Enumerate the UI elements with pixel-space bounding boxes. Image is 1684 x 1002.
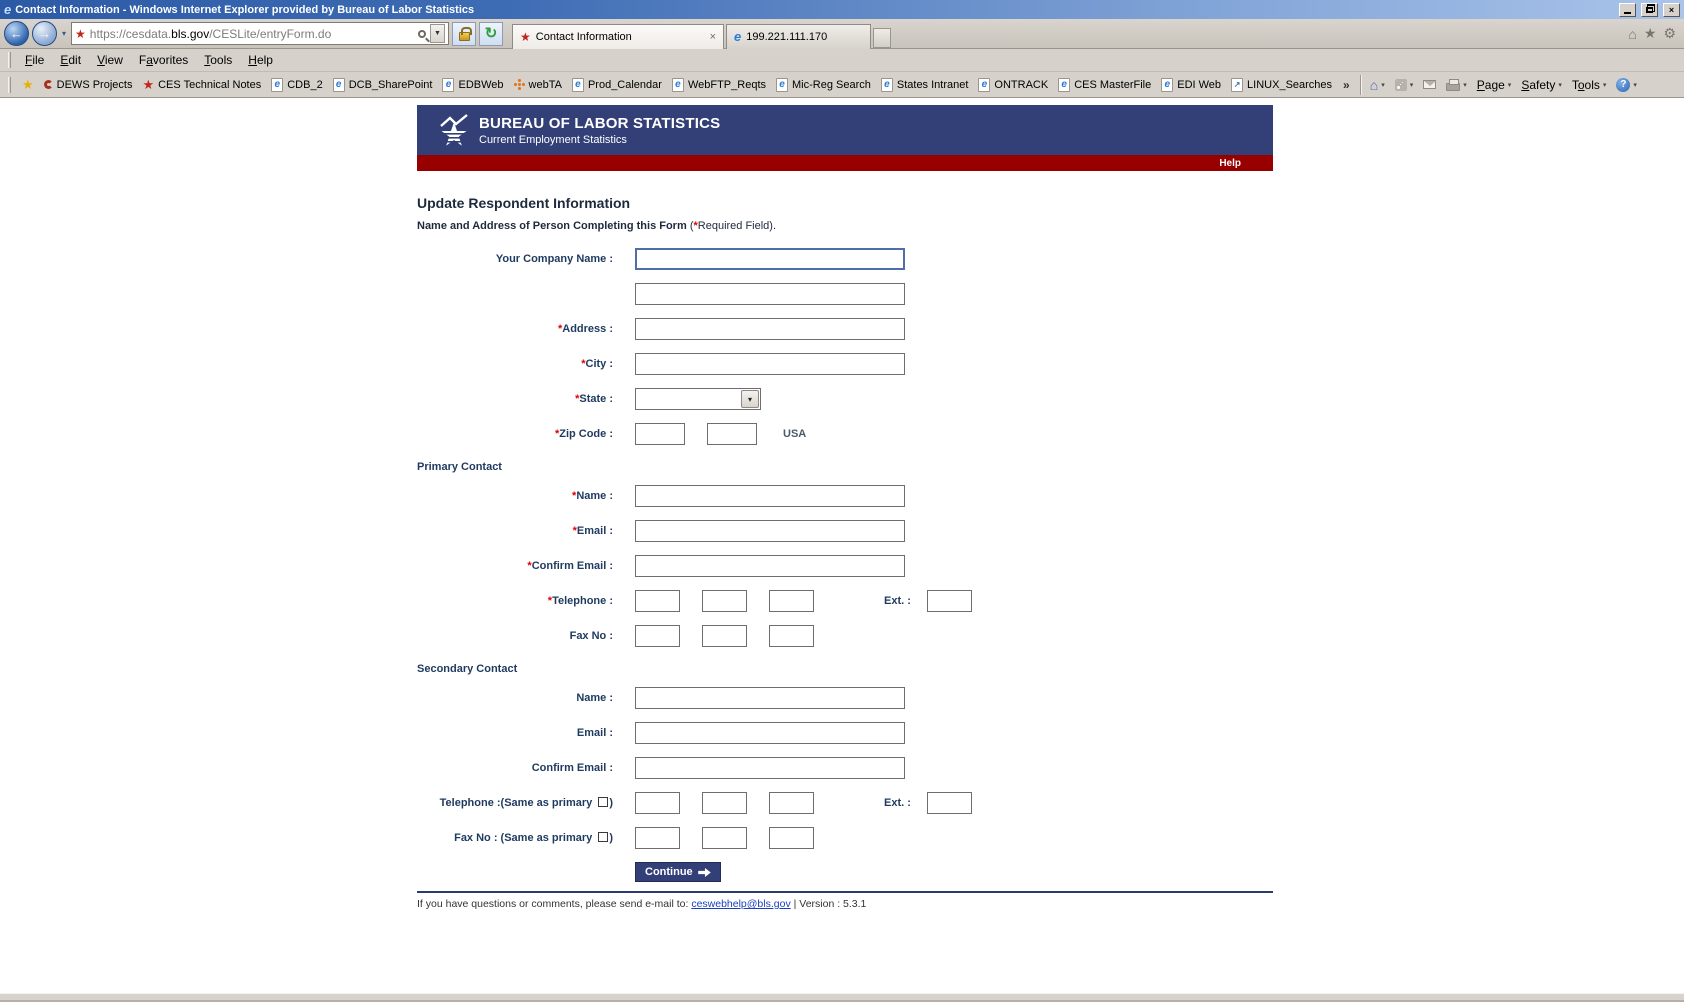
primary-name-row <box>417 485 1273 507</box>
bls-logo-icon <box>439 113 469 147</box>
menu-tools[interactable]: Tools <box>204 53 233 67</box>
favorite-dcb-sharepoint[interactable] <box>328 76 438 94</box>
close-button[interactable] <box>1663 3 1680 17</box>
secondary-fax-label: Fax No : (Same as primary ) <box>454 832 613 844</box>
dropdown-arrow-icon: ▾ <box>1558 81 1562 89</box>
zip-row <box>417 423 1273 445</box>
menu-help[interactable]: Help <box>248 53 273 67</box>
forward-icon: → <box>38 26 51 41</box>
red-nav-band <box>417 155 1273 171</box>
bls-subtitle: Current Employment Statistics <box>479 133 627 146</box>
recent-pages-dropdown[interactable]: ▾ <box>62 29 67 38</box>
browser-viewport <box>0 98 1684 993</box>
favorite-webftp-reqts[interactable] <box>667 76 771 94</box>
feeds-button[interactable] <box>1390 77 1419 93</box>
favorite-edi-web[interactable] <box>1156 76 1226 94</box>
tab-label: Contact Information <box>535 30 632 43</box>
dropdown-arrow-icon[interactable]: ▾ <box>1463 81 1467 89</box>
favorite-mic-reg-search[interactable] <box>771 76 876 94</box>
secondary-name-row <box>417 687 1273 709</box>
form-intro: Name and Address of Person Completing this Form (*Required Field). <box>417 220 777 232</box>
bls-header-band <box>417 105 1273 155</box>
favorite-cdb2[interactable] <box>266 76 327 94</box>
page-title: Update Respondent Information <box>417 195 631 211</box>
ie-page-icon: e <box>1161 78 1173 92</box>
company-name2-input[interactable] <box>635 283 905 305</box>
restore-icon <box>1646 7 1653 13</box>
company-name-row <box>417 248 1273 270</box>
footer-text: If you have questions or comments, please send e-mail to: ceswebhelp@bls.gov | Version : 5.3.1 <box>417 898 867 910</box>
primary-telephone-label: *Telephone : <box>547 595 613 607</box>
ie-page-icon: e <box>672 78 684 92</box>
country-label: USA <box>783 428 807 440</box>
safety-menu-button[interactable]: Safety ▾ <box>1521 77 1562 92</box>
help-menu-button[interactable] <box>1611 76 1642 94</box>
menu-bar <box>0 49 1684 72</box>
menu-view[interactable]: View <box>97 53 123 67</box>
company-name2-row <box>417 283 1273 305</box>
menu-favorites[interactable]: Favorites <box>138 53 189 67</box>
read-mail-button[interactable] <box>1418 78 1441 91</box>
secondary-fax-line-input[interactable] <box>769 827 814 849</box>
status-bar <box>0 993 1684 1002</box>
secondary-telephone-label: Telephone :(Same as primary ) <box>439 797 613 809</box>
primary-email-label: *Email : <box>572 525 613 537</box>
address-dropdown-button[interactable] <box>430 24 445 43</box>
zip-label: *Zip Code : <box>554 428 613 440</box>
primary-confirm-email-input[interactable] <box>635 555 905 577</box>
favorite-label: Mic-Reg Search <box>792 78 871 91</box>
company-name-input[interactable] <box>635 248 905 270</box>
refresh-icon: ↻ <box>484 25 498 42</box>
back-button[interactable] <box>4 21 29 46</box>
favorite-label: ONTRACK <box>994 78 1049 91</box>
city-row <box>417 353 1273 375</box>
add-favorite-star-icon: ★ <box>22 77 34 92</box>
ie-page-icon: e <box>442 78 454 92</box>
webta-dots-icon <box>514 79 525 90</box>
dropdown-arrow-icon[interactable]: ▾ <box>1381 81 1385 89</box>
primary-fax-area-input[interactable] <box>635 625 680 647</box>
help-link[interactable]: Help <box>1219 157 1241 169</box>
toolbar-grip <box>8 52 11 68</box>
rss-feed-icon <box>1395 79 1407 91</box>
bls-title: BUREAU OF LABOR STATISTICS <box>479 114 721 132</box>
arrow-right-icon <box>698 868 711 877</box>
city-input[interactable] <box>635 353 905 375</box>
dews-icon <box>44 80 53 89</box>
favorite-states-intranet[interactable] <box>876 76 974 94</box>
dropdown-arrow-icon[interactable]: ▾ <box>1409 81 1414 89</box>
secondary-fax-row <box>417 827 1273 849</box>
ie-page-icon: e <box>881 78 893 92</box>
primary-email-input[interactable] <box>635 520 905 542</box>
lock-icon <box>459 32 470 41</box>
address-input[interactable] <box>635 318 905 340</box>
primary-fax-prefix-input[interactable] <box>702 625 747 647</box>
same-as-primary-fax-checkbox[interactable] <box>598 832 608 842</box>
address-label: *Address : <box>557 323 613 335</box>
tab-label: 199.221.111.170 <box>746 30 828 43</box>
primary-confirm-email-label: *Confirm Email : <box>527 560 613 572</box>
favorites-star-icon[interactable]: ★ <box>1643 25 1657 41</box>
ie-page-icon: e <box>572 78 584 92</box>
separator <box>1360 75 1361 95</box>
favorite-edbweb[interactable] <box>437 76 508 94</box>
secondary-ext-label: Ext. : <box>884 797 911 809</box>
address-bar[interactable] <box>71 22 449 45</box>
primary-confirm-email-row <box>417 555 1273 577</box>
settings-gear-icon[interactable]: ⚙ <box>1663 25 1676 41</box>
favorite-label: CES MasterFile <box>1074 78 1152 91</box>
secondary-name-input[interactable] <box>635 687 905 709</box>
url-domain: bls.gov <box>171 26 210 41</box>
url-prefix: https://cesdata. <box>89 26 172 41</box>
favorite-label: DCB_SharePoint <box>348 78 433 91</box>
city-label: *City : <box>581 358 613 370</box>
favorites-bar <box>0 72 1684 98</box>
secondary-phone-prefix-input[interactable] <box>702 792 747 814</box>
new-tab-button[interactable] <box>873 28 891 48</box>
support-email-link[interactable]: ceswebhelp@bls.gov <box>691 898 791 910</box>
secondary-contact-heading: Secondary Contact <box>417 663 518 675</box>
tab-close-icon[interactable]: × <box>709 30 717 43</box>
overflow-chevron-icon[interactable]: » <box>1343 77 1350 92</box>
minimize-button[interactable] <box>1619 3 1636 17</box>
state-label: *State : <box>575 393 613 405</box>
favorite-label: WebFTP_Reqts <box>687 78 767 91</box>
menu-edit[interactable]: Edit <box>60 53 82 67</box>
mail-icon <box>1423 80 1436 89</box>
favorite-dews-projects[interactable] <box>39 77 138 93</box>
close-icon: × <box>1668 4 1675 15</box>
secondary-name-label: Name : <box>576 692 613 704</box>
help-icon: ? <box>1616 78 1630 92</box>
forward-button[interactable] <box>32 21 57 46</box>
primary-fax-line-input[interactable] <box>769 625 814 647</box>
red-star-icon: ★ <box>142 77 155 92</box>
tab-bar <box>512 19 891 49</box>
state-select[interactable] <box>635 388 761 410</box>
favorite-label: CDB_2 <box>287 78 323 91</box>
dropdown-arrow-icon: ▾ <box>1633 81 1637 89</box>
printer-icon <box>1446 83 1460 91</box>
primary-phone-line-input[interactable] <box>769 590 814 612</box>
state-row <box>417 388 1273 410</box>
window-titlebar <box>0 0 1684 19</box>
tools-menu-button[interactable]: Tools ▾ <box>1571 77 1607 92</box>
secondary-confirm-email-input[interactable] <box>635 757 905 779</box>
favorite-webta[interactable] <box>509 77 567 93</box>
secondary-email-row <box>417 722 1273 744</box>
favorite-label: DEWS Projects <box>56 78 133 91</box>
ie-page-icon: e <box>333 78 345 92</box>
minimize-icon <box>1624 12 1631 14</box>
url-path: /CESLite/entryForm.do <box>209 26 332 41</box>
back-icon: ← <box>10 26 23 41</box>
ie-page-icon: e <box>978 78 990 92</box>
respondent-form <box>417 248 1273 910</box>
toolbar-grip <box>8 77 11 93</box>
secondary-confirm-email-label: Confirm Email : <box>531 762 613 774</box>
favorite-prod-calendar[interactable] <box>567 76 667 94</box>
favorite-ces-masterfile[interactable] <box>1053 76 1156 94</box>
site-favicon-icon: ★ <box>75 26 86 41</box>
secondary-email-input[interactable] <box>635 722 905 744</box>
tab-contact-information[interactable] <box>512 24 724 49</box>
secondary-phone-line-input[interactable] <box>769 792 814 814</box>
tab-ip-address[interactable] <box>726 24 871 49</box>
favorite-label: EDI Web <box>1177 78 1222 91</box>
shortcut-page-icon: ↗ <box>1231 78 1243 92</box>
ie-page-icon: e <box>271 78 283 92</box>
security-lock-button[interactable] <box>452 22 476 46</box>
favorite-label: CES Technical Notes <box>158 78 262 91</box>
favorite-ces-technical-notes[interactable] <box>137 76 266 93</box>
primary-contact-heading: Primary Contact <box>417 461 502 473</box>
search-icon[interactable] <box>418 30 426 38</box>
ie-page-icon: e <box>776 78 788 92</box>
browser-quick-icons <box>1628 25 1680 42</box>
favorite-label: EDBWeb <box>458 78 504 91</box>
window-title: Contact Information - Windows Internet Explorer provided by Bureau of Labor Statistics <box>15 3 475 16</box>
add-favorite-button[interactable] <box>17 76 39 93</box>
page-menu-button[interactable]: Page ▾ <box>1476 77 1512 92</box>
secondary-fax-prefix-input[interactable] <box>702 827 747 849</box>
favorite-ontrack[interactable] <box>973 76 1053 94</box>
ie-logo-icon: e <box>4 2 12 17</box>
dropdown-arrow-icon: ▾ <box>1507 81 1512 89</box>
primary-fax-row <box>417 625 1273 647</box>
footer-divider <box>417 891 1273 893</box>
primary-ext-label: Ext. : <box>884 595 911 607</box>
secondary-telephone-row <box>417 792 1273 814</box>
favorite-label: LINUX_Searches <box>1247 78 1333 91</box>
primary-name-label: *Name : <box>572 490 613 502</box>
primary-fax-label: Fax No : <box>569 630 613 642</box>
secondary-fax-area-input[interactable] <box>635 827 680 849</box>
home-icon[interactable]: ⌂ <box>1628 25 1637 42</box>
url-text[interactable] <box>90 27 414 41</box>
secondary-confirm-email-row <box>417 757 1273 779</box>
tab-favicon-icon: ★ <box>520 29 531 44</box>
primary-phone-prefix-input[interactable] <box>702 590 747 612</box>
tab-ie-favicon-icon: e <box>734 29 742 44</box>
address-row <box>417 318 1273 340</box>
navigation-bar <box>0 19 1684 49</box>
secondary-phone-area-input[interactable] <box>635 792 680 814</box>
secondary-ext-input[interactable] <box>927 792 972 814</box>
primary-ext-input[interactable] <box>927 590 972 612</box>
refresh-button[interactable] <box>479 22 503 46</box>
primary-phone-area-input[interactable] <box>635 590 680 612</box>
primary-telephone-row <box>417 590 1273 612</box>
dropdown-arrow-icon: ▼ <box>434 30 441 37</box>
same-as-primary-telephone-checkbox[interactable] <box>598 797 608 807</box>
dropdown-arrow-icon: ▾ <box>1602 81 1607 89</box>
home-icon: ⌂ <box>1369 76 1379 93</box>
home-button[interactable] <box>1365 76 1390 94</box>
favorite-label: States Intranet <box>896 78 969 91</box>
menu-file[interactable]: File <box>25 53 45 67</box>
secondary-email-label: Email : <box>576 727 613 739</box>
page-content <box>417 98 1273 910</box>
favorite-label: webTA <box>528 78 562 91</box>
continue-button[interactable]: Continue <box>635 862 721 882</box>
favorite-linux-searches[interactable] <box>1226 76 1337 94</box>
primary-email-row <box>417 520 1273 542</box>
primary-name-input[interactable] <box>635 485 905 507</box>
print-button[interactable] <box>1441 76 1472 93</box>
restore-button[interactable] <box>1641 3 1658 17</box>
favorite-label: Prod_Calendar <box>587 78 662 91</box>
company-name-label: Your Company Name : <box>495 253 613 265</box>
state-select-arrow-icon[interactable]: ▾ <box>741 390 759 408</box>
zip-input-2[interactable] <box>707 423 757 445</box>
zip-input-1[interactable] <box>635 423 685 445</box>
ie-page-icon: e <box>1058 78 1070 92</box>
